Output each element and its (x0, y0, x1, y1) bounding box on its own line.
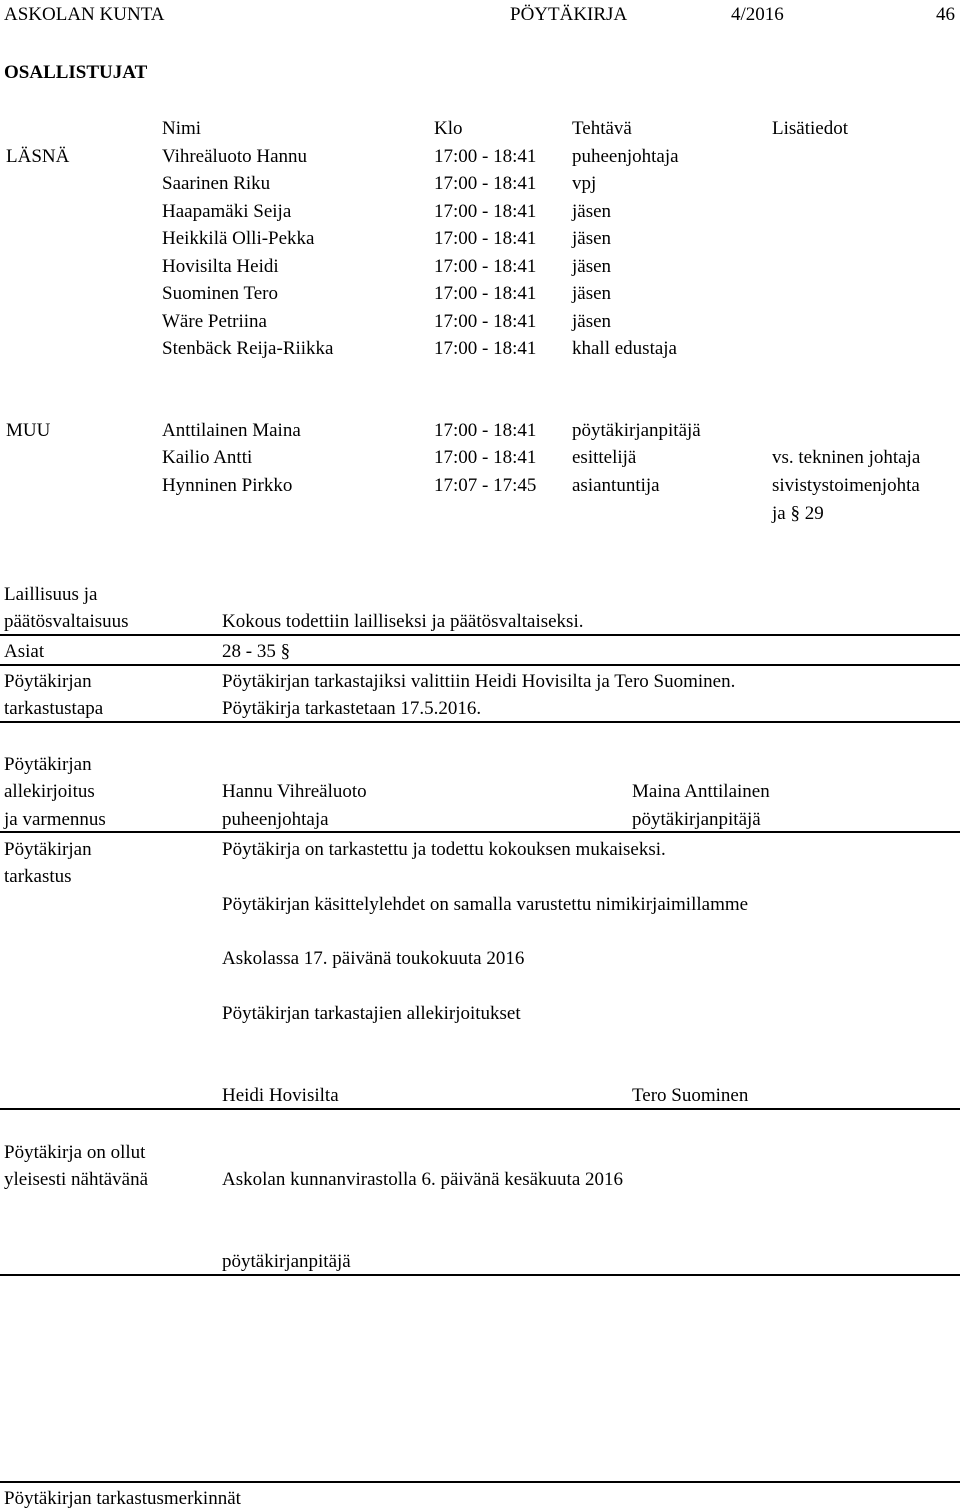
public-display-text: Askolan kunnanvirastolla 6. päivänä kesäkuuta 2016 (222, 1169, 624, 1190)
divider (0, 721, 960, 723)
inspection-date-text: Pöytäkirja tarkastetaan 17.5.2016. (222, 698, 482, 719)
participant-name: Saarinen Riku (162, 173, 271, 194)
inspector-1-name: Heidi Hovisilta (222, 1085, 339, 1106)
inspection-label: Pöytäkirjan (4, 839, 92, 860)
participant-role: pöytäkirjanpitäjä (572, 420, 701, 441)
participant-role: jäsen (572, 256, 612, 277)
legality-text: Kokous todettiin lailliseksi ja päätösvaltaiseksi. (222, 611, 584, 632)
signing-label-continued-2: ja varmennus (4, 809, 106, 830)
public-display-signer-title: pöytäkirjanpitäjä (222, 1251, 351, 1272)
inspection-label-continued: tarkastus (4, 866, 72, 887)
inspector-2-name: Tero Suominen (632, 1085, 749, 1106)
participant-time: 17:00 - 18:41 (434, 283, 537, 304)
header-doc-type: PÖYTÄKIRJA (510, 4, 628, 25)
participant-notes-continued: ja § 29 (772, 503, 824, 524)
participant-name: Wäre Petriina (162, 311, 267, 332)
participant-time: 17:00 - 18:41 (434, 311, 537, 332)
group-label-other: MUU (6, 420, 51, 441)
participant-time: 17:00 - 18:41 (434, 338, 537, 359)
participant-time: 17:00 - 18:41 (434, 420, 537, 441)
participant-role: esittelijä (572, 447, 637, 468)
divider (0, 634, 960, 636)
column-header-notes: Lisätiedot (772, 118, 848, 139)
participant-time: 17:00 - 18:41 (434, 447, 537, 468)
participant-role: jäsen (572, 283, 612, 304)
column-header-time: Klo (434, 118, 463, 139)
participant-role: jäsen (572, 228, 612, 249)
matters-label: Asiat (4, 641, 45, 662)
header-municipality: ASKOLAN KUNTA (4, 4, 165, 25)
inspection-statement: Pöytäkirja on tarkastettu ja todettu kokouksen mukaiseksi. (222, 839, 666, 860)
chair-name: Hannu Vihreäluoto (222, 781, 367, 802)
column-header-name: Nimi (162, 118, 202, 139)
participant-role: jäsen (572, 311, 612, 332)
divider (0, 664, 960, 666)
participant-name: Heikkilä Olli-Pekka (162, 228, 315, 249)
secretary-name: Maina Anttilainen (632, 781, 770, 802)
public-display-label: Pöytäkirja on ollut (4, 1142, 146, 1163)
participant-name: Suominen Tero (162, 283, 279, 304)
divider (0, 1108, 960, 1110)
participant-role: puheenjohtaja (572, 146, 679, 167)
participant-time: 17:00 - 18:41 (434, 146, 537, 167)
matters-text: 28 - 35 § (222, 641, 291, 662)
signing-label-continued: allekirjoitus (4, 781, 95, 802)
section-title: OSALLISTUJAT (4, 62, 148, 83)
participant-role: asiantuntija (572, 475, 660, 496)
participant-name: Vihreäluoto Hannu (162, 146, 308, 167)
chair-title: puheenjohtaja (222, 809, 329, 830)
inspection-method-label: Pöytäkirjan (4, 671, 92, 692)
legality-label-continued: päätösvaltaisuus (4, 611, 129, 632)
participant-name: Kailio Antti (162, 447, 253, 468)
group-label-present: LÄSNÄ (6, 146, 70, 167)
header-page-number: 46 (936, 4, 955, 25)
divider (0, 831, 960, 833)
participant-time: 17:00 - 18:41 (434, 201, 537, 222)
inspection-method-text: Pöytäkirjan tarkastajiksi valittiin Heidi Hovisilta ja Tero Suominen. (222, 671, 736, 692)
public-display-label-continued: yleisesti nähtävänä (4, 1169, 149, 1190)
place-date: Askolassa 17. päivänä toukokuuta 2016 (222, 948, 525, 969)
column-header-role: Tehtävä (572, 118, 632, 139)
participant-notes: sivistystoimenjohta (772, 475, 920, 496)
signatures-heading: Pöytäkirjan tarkastajien allekirjoitukset (222, 1003, 521, 1024)
legality-label: Laillisuus ja (4, 584, 98, 605)
participant-role: khall edustaja (572, 338, 677, 359)
participant-role: jäsen (572, 201, 612, 222)
divider (0, 1274, 960, 1276)
initials-statement: Pöytäkirjan käsittelylehdet on samalla varustettu nimikirjaimillamme (222, 894, 749, 915)
participant-time: 17:00 - 18:41 (434, 256, 537, 277)
participant-role: vpj (572, 173, 597, 194)
participant-name: Haapamäki Seija (162, 201, 292, 222)
participant-name: Hovisilta Heidi (162, 256, 279, 277)
header-number: 4/2016 (731, 4, 784, 25)
divider (0, 1481, 960, 1483)
secretary-title: pöytäkirjanpitäjä (632, 809, 761, 830)
inspection-notes-label: Pöytäkirjan tarkastusmerkinnät (4, 1488, 241, 1509)
participant-notes: vs. tekninen johtaja (772, 447, 921, 468)
inspection-method-label-continued: tarkastustapa (4, 698, 104, 719)
participant-name: Hynninen Pirkko (162, 475, 293, 496)
participant-name: Stenbäck Reija-Riikka (162, 338, 334, 359)
participant-time: 17:00 - 18:41 (434, 173, 537, 194)
signing-label: Pöytäkirjan (4, 754, 92, 775)
participant-time: 17:00 - 18:41 (434, 228, 537, 249)
participant-name: Anttilainen Maina (162, 420, 301, 441)
participant-time: 17:07 - 17:45 (434, 475, 537, 496)
